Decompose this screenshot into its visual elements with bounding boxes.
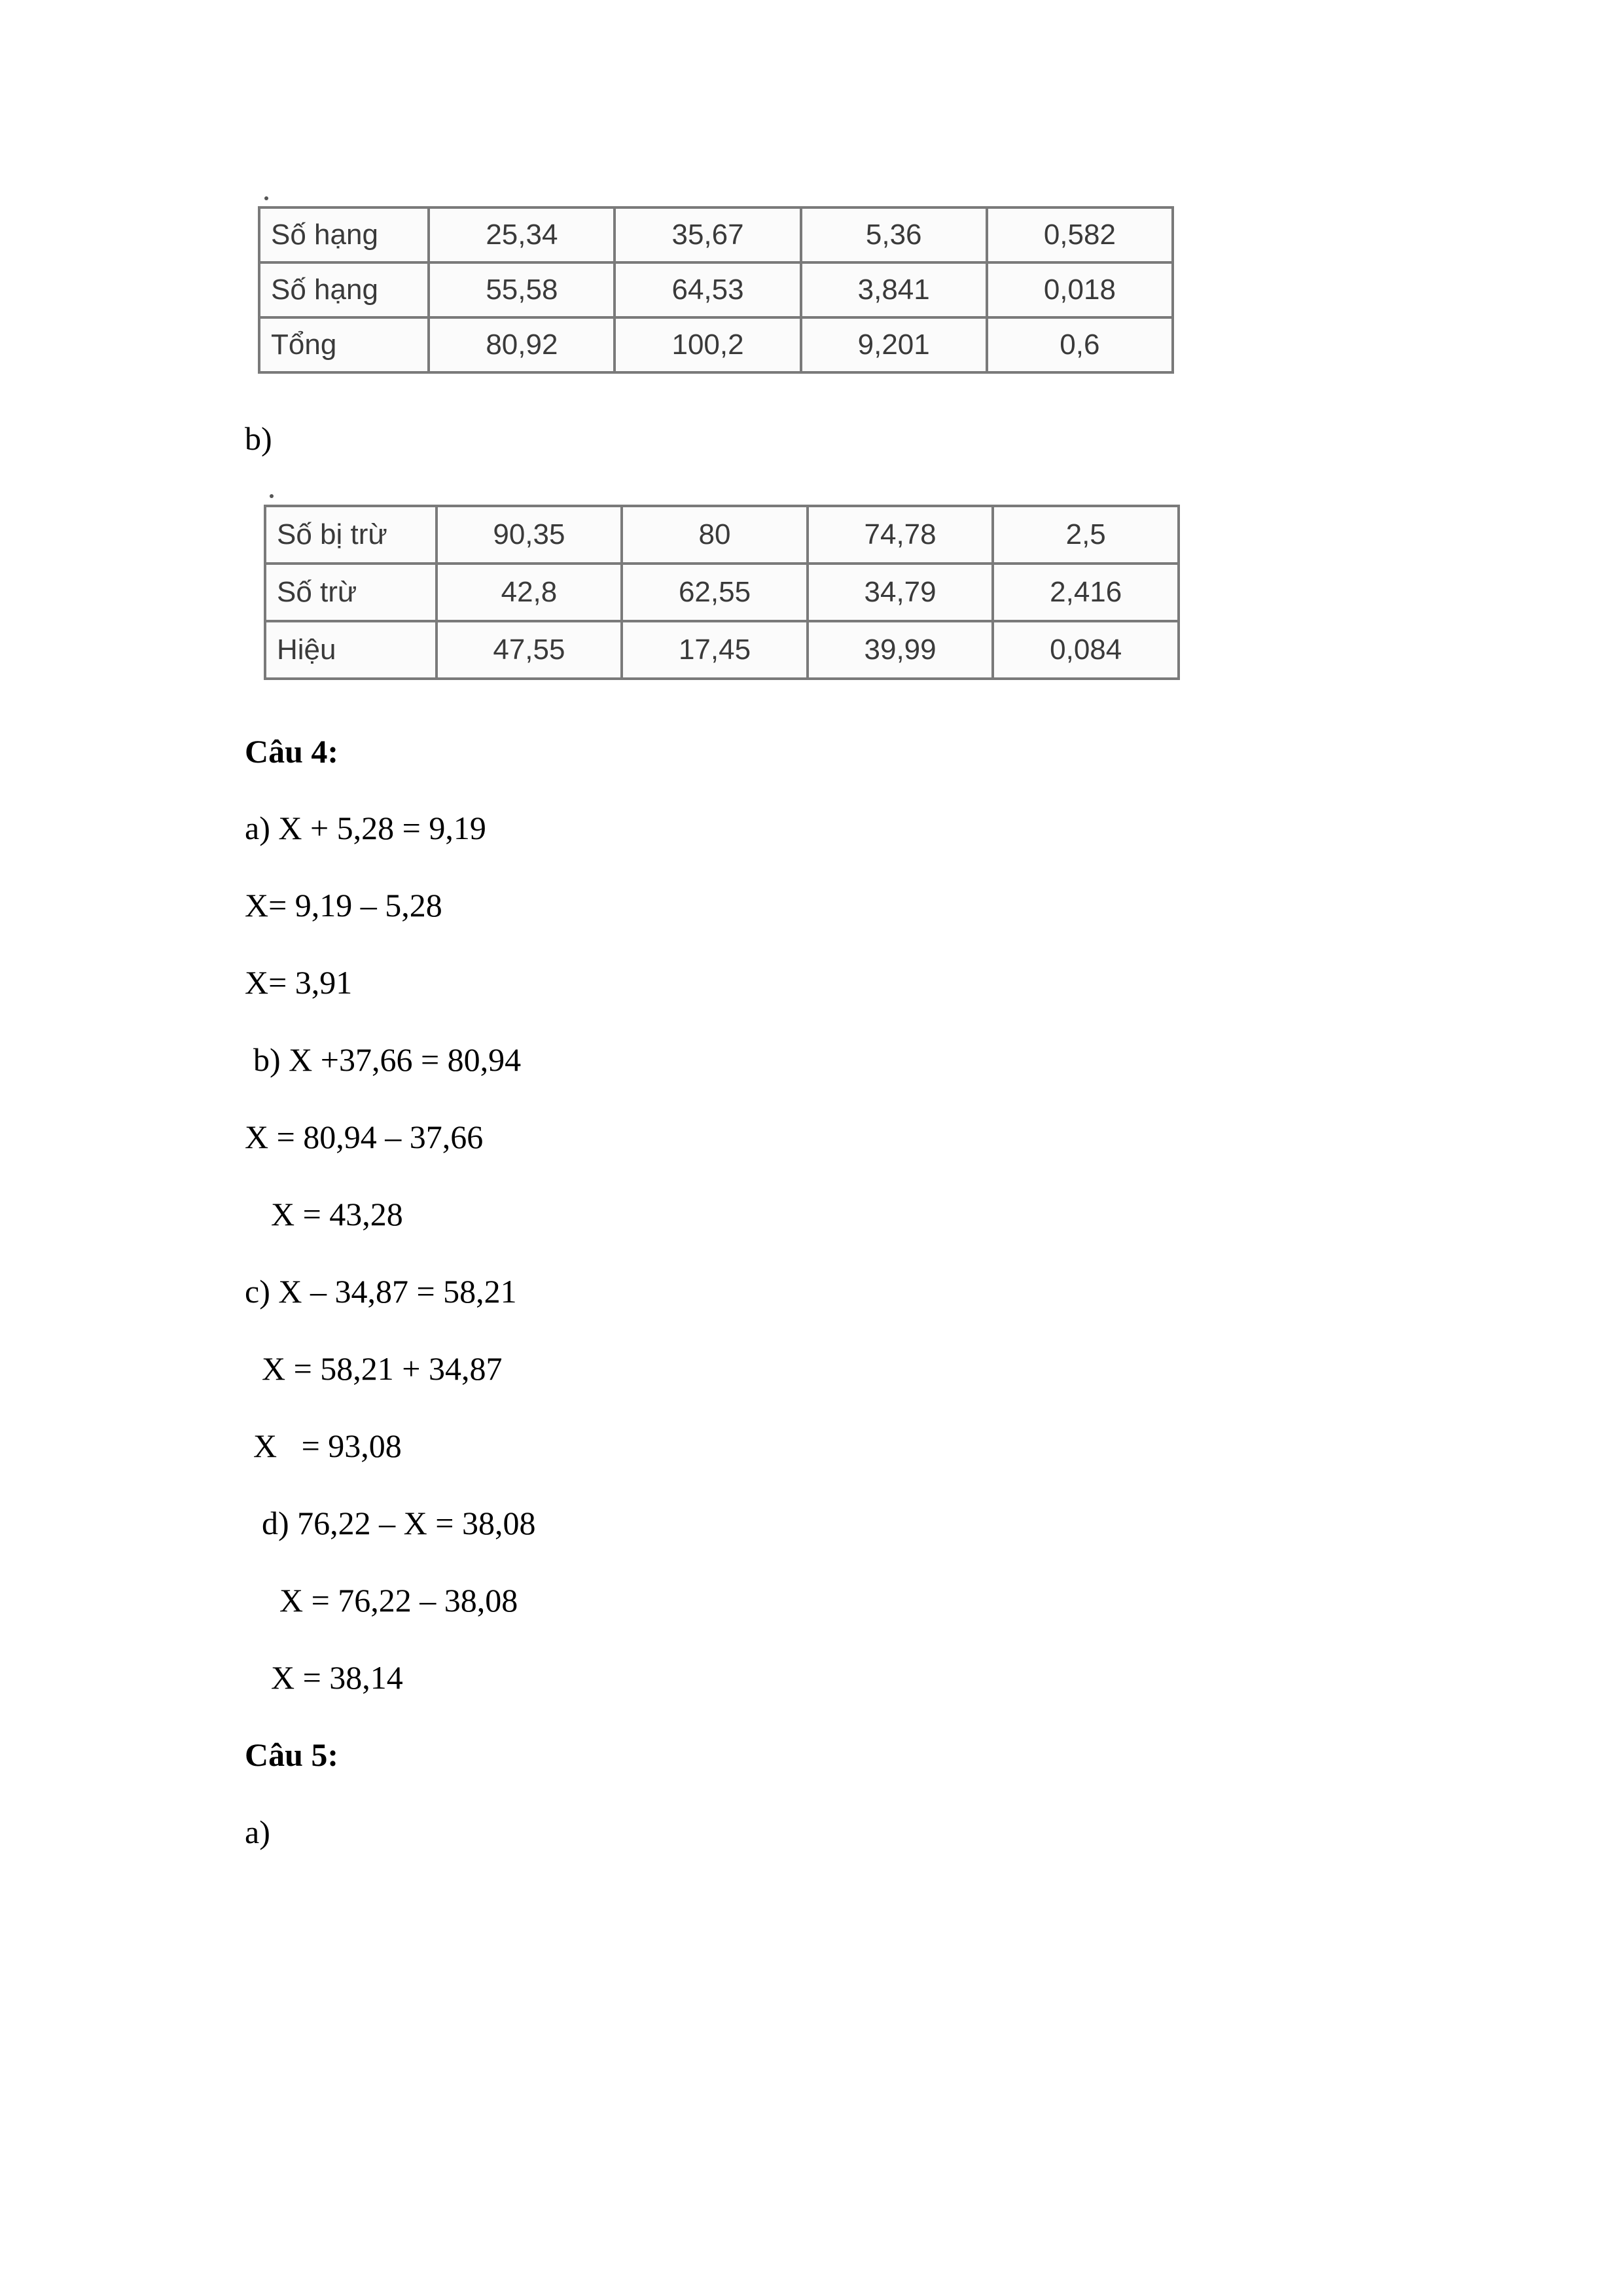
table-cell: 9,201 [801,317,987,372]
table-cell: 80 [622,506,808,564]
table-cell: 55,58 [429,262,615,317]
table-cell: 25,34 [429,207,615,262]
table-cell: 80,92 [429,317,615,372]
table-cell: 3,841 [801,262,987,317]
row-label: Số bị trừ [265,506,437,564]
table-cell: 64,53 [615,262,800,317]
table-cell: 0,6 [987,317,1173,372]
equation-line: X = 76,22 – 38,08 [279,1582,518,1619]
row-label: Số hạng [259,262,429,317]
addition-table [258,206,1174,374]
equation-line: X = 38,14 [271,1659,403,1696]
equation-line: X = 80,94 – 37,66 [245,1119,484,1155]
cau4-heading: Câu 4: [245,733,339,770]
table-cell: 74,78 [808,506,993,564]
table-cell: 100,2 [615,317,800,372]
table-row [265,564,1179,621]
table-cell: 34,79 [808,564,993,621]
table-cell: 2,416 [993,564,1179,621]
table-cell: 17,45 [622,621,808,679]
table-cell: 0,018 [987,262,1173,317]
table-cell: 42,8 [437,564,622,621]
equation-line: d) 76,22 – X = 38,08 [262,1505,536,1541]
scan-artifact [264,196,268,200]
table-cell: 5,36 [801,207,987,262]
table-cell: 0,582 [987,207,1173,262]
table-cell: 39,99 [808,621,993,679]
equation-line: X = 93,08 [253,1427,402,1464]
label-a: a) [245,1814,270,1850]
equation-line: b) X +37,66 = 80,94 [253,1041,522,1078]
equation-line: a) X + 5,28 = 9,19 [245,810,486,846]
cau5-heading: Câu 5: [245,1736,339,1773]
subtraction-table [264,505,1180,680]
equation-line: c) X – 34,87 = 58,21 [245,1273,517,1310]
table-row [265,621,1179,679]
table-cell: 47,55 [437,621,622,679]
table-cell: 2,5 [993,506,1179,564]
row-label: Tổng [259,317,429,372]
equation-line: X= 3,91 [245,964,353,1001]
label-b: b) [245,420,272,457]
row-label: Số hạng [259,207,429,262]
row-label: Hiệu [265,621,437,679]
table-cell: 90,35 [437,506,622,564]
equation-line: X = 58,21 + 34,87 [262,1350,503,1387]
table-row [259,207,1173,262]
table-row [265,506,1179,564]
table-row [259,317,1173,372]
table-cell: 35,67 [615,207,800,262]
row-label: Số trừ [265,564,437,621]
equation-line: X = 43,28 [271,1196,403,1232]
table-cell: 0,084 [993,621,1179,679]
table-cell: 62,55 [622,564,808,621]
scan-artifact [270,494,274,498]
table-row [259,262,1173,317]
equation-line: X= 9,19 – 5,28 [245,887,442,924]
